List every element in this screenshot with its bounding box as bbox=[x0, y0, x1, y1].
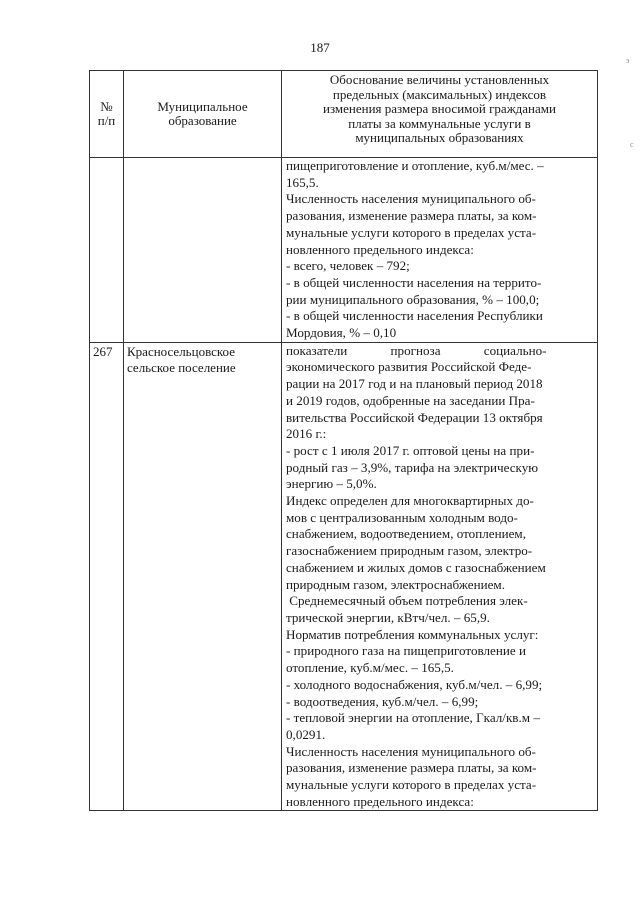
text-line: показатели прогноза социально- bbox=[286, 342, 547, 358]
header-justification: Обоснование величины установленных предельных (максимальных) индексов изменения размера вносимой гражданами платы за коммунальные услуги в муниципальных образованиях bbox=[282, 71, 598, 158]
text-line: - в общей численности населения Республики bbox=[286, 308, 543, 324]
text-line: Среднемесячный объем потребления элек- bbox=[286, 593, 528, 609]
margin-mark-right: с bbox=[630, 140, 634, 149]
text-line: Численность населения муниципального об- bbox=[286, 743, 536, 759]
row-number bbox=[90, 158, 124, 343]
table-row bbox=[90, 158, 598, 343]
row-municipality bbox=[124, 158, 282, 343]
text-line: снабжением и жилых домов с газоснабжением bbox=[286, 559, 546, 575]
text-line: 2016 г.: bbox=[286, 426, 327, 442]
text-line: - холодного водоснабжения, куб.м/чел. – 6,99; bbox=[286, 676, 543, 692]
text-line: мов с централизованным холодным водо- bbox=[286, 509, 518, 525]
text-line: новленного предельного индекса: bbox=[286, 793, 474, 809]
text-line: Норматив потребления коммунальных услуг: bbox=[286, 626, 539, 642]
table-row bbox=[90, 342, 598, 811]
text-line: - тепловой энергии на отопление, Гкал/кв.м – bbox=[286, 710, 540, 726]
text-line: родный газ – 3,9%, тарифа на электрическую bbox=[286, 459, 539, 475]
text-line: - водоотведения, куб.м/чел. – 6,99; bbox=[286, 693, 479, 709]
table-header bbox=[90, 71, 598, 158]
text-line: рации на 2017 год и на плановый период 2018 bbox=[286, 376, 543, 392]
text-line: мунальные услуги которого в пределах уста- bbox=[286, 777, 537, 793]
text-line: разования, изменение размера платы, за ком- bbox=[286, 208, 537, 224]
margin-mark-top-right: э bbox=[626, 56, 630, 65]
text-line: 165,5. bbox=[286, 174, 319, 190]
text-line: и 2019 годов, одобренные на заседании Пра- bbox=[286, 392, 535, 408]
indices-table bbox=[89, 70, 598, 811]
page-number: 187 bbox=[310, 40, 330, 55]
text-line: 0,0291. bbox=[286, 726, 326, 742]
header-municipality: Муниципальное образование bbox=[124, 71, 282, 158]
text-line: природным газом, электроснабжением. bbox=[286, 576, 505, 592]
text-line: отопление, куб.м/мес. – 165,5. bbox=[286, 660, 454, 676]
text-line: новленного предельного индекса: bbox=[286, 241, 474, 257]
text-line: трической энергии, кВтч/чел. – 65,9. bbox=[286, 609, 490, 625]
row-justification bbox=[282, 342, 598, 811]
text-line: - природного газа на пищеприготовление и bbox=[286, 643, 526, 659]
header-num: № п/п bbox=[90, 71, 124, 158]
text-line: Индекс определен для многоквартирных до- bbox=[286, 493, 534, 509]
text-line: мунальные услуги которого в пределах уста- bbox=[286, 224, 537, 240]
text-line: - всего, человек – 792; bbox=[286, 258, 410, 274]
text-line: энергию – 5,0%. bbox=[286, 476, 377, 492]
text-line: Численность населения муниципального об- bbox=[286, 191, 536, 207]
text-line: экономического развития Российской Феде- bbox=[286, 359, 532, 375]
text-line: снабжением, водоотведением, отоплением, bbox=[286, 526, 526, 542]
text-line: вительства Российской Федерации 13 октября bbox=[286, 409, 543, 425]
text-line: газоснабжением природным газом, электро- bbox=[286, 543, 533, 559]
row-justification bbox=[282, 158, 598, 343]
text-line: - в общей численности населения на террито- bbox=[286, 274, 542, 290]
row-municipality: Красносельцовское сельское поселение bbox=[124, 342, 282, 811]
text-line: разования, изменение размера платы, за ком- bbox=[286, 760, 537, 776]
text-line: Мордовия, % – 0,10 bbox=[286, 325, 397, 341]
text-line: пищеприготовление и отопление, куб.м/мес. – bbox=[286, 158, 544, 173]
text-line: - рост с 1 июля 2017 г. оптовой цены на при- bbox=[286, 442, 535, 458]
text-line: рии муниципального образования, % – 100,0; bbox=[286, 291, 540, 307]
row-number: 267 bbox=[90, 342, 124, 811]
